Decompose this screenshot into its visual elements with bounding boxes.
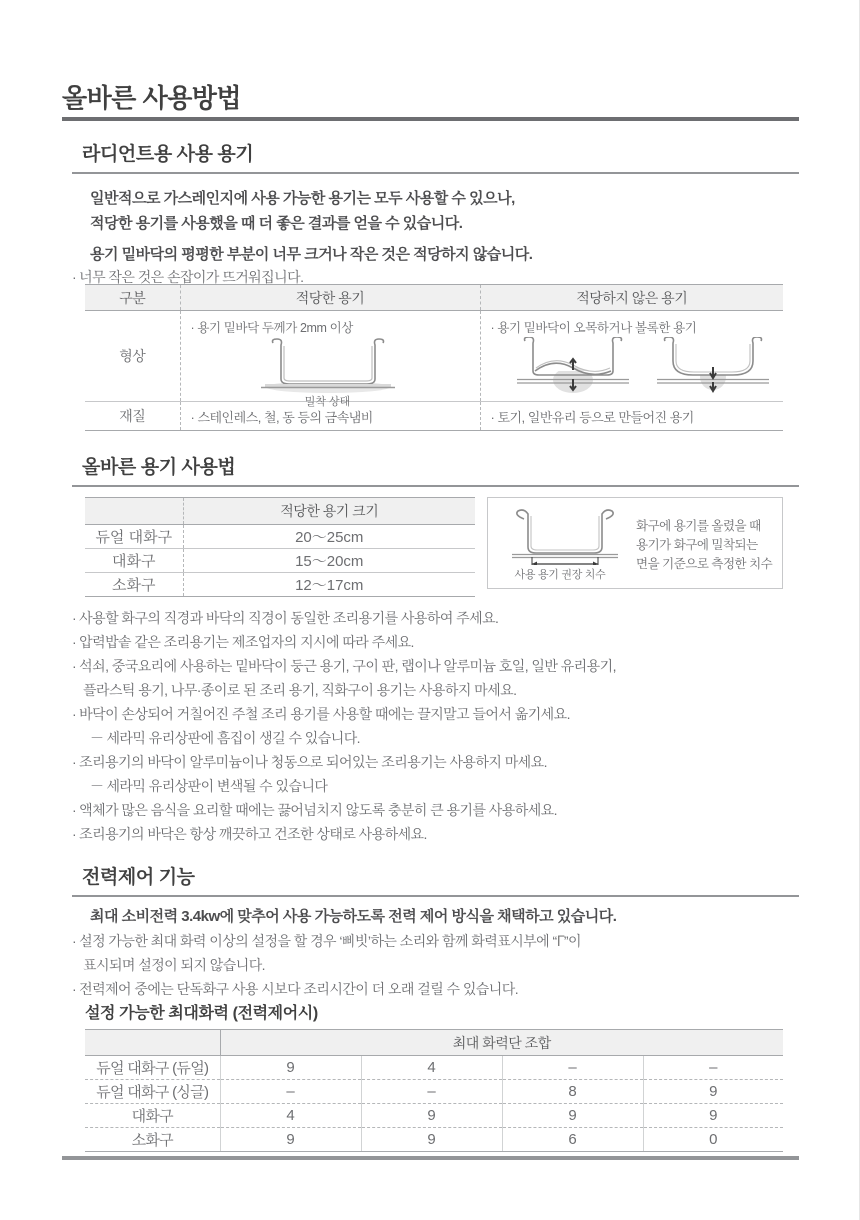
- max-power-cell-2-3: 9: [643, 1104, 783, 1128]
- max-power-cell-3-1: 9: [361, 1128, 502, 1152]
- bullet-mark: ·: [72, 269, 77, 285]
- table-row: [85, 1056, 783, 1080]
- cell-unsuitable-shape: [480, 311, 783, 402]
- section2-bullet-6: [72, 750, 547, 774]
- section2-bullet-5: [90, 726, 360, 750]
- vessel-size-row-value-0: 20～25cm: [183, 525, 475, 549]
- table-row: [85, 1128, 783, 1152]
- max-power-cell-3-0: 9: [220, 1128, 361, 1152]
- section2-bullet-1-text: 압력밥솥 같은 조리용기는 제조업자의 지시에 따라 주세요.: [79, 634, 414, 650]
- vessel-size-table: [85, 497, 475, 597]
- table-row: [85, 525, 475, 549]
- measurement-explainer-panel: [487, 497, 783, 589]
- max-power-cell-0-0: 9: [220, 1056, 361, 1080]
- vessel-size-row-label-0: 듀얼 대화구: [85, 525, 183, 549]
- power-limit-symbol-icon: Γ: [556, 934, 564, 950]
- section2-bullet-7-text: 세라믹 유리상판이 변색될 수 있습니다: [106, 778, 328, 794]
- max-power-cell-3-2: 6: [502, 1128, 643, 1152]
- section1-divider: [72, 172, 799, 174]
- max-power-table: [85, 1029, 783, 1152]
- section3-heading: 전력제어 기능: [82, 867, 195, 888]
- section1-paragraph1: [90, 186, 780, 236]
- max-power-cell-1-2: 8: [502, 1080, 643, 1104]
- section2-bullet-3: [83, 678, 516, 702]
- max-power-cell-1-3: 9: [643, 1080, 783, 1104]
- vessel-size-row-label-1: 대화구: [85, 549, 183, 573]
- cell-suitable-shape: [180, 311, 480, 408]
- section2-bullet-6-text: 조리용기의 바닥이 알루미늄이나 청동으로 되어있는 조리용기는 사용하지 마세요.: [79, 754, 547, 770]
- max-power-header-label: 최대 화력단 조합: [220, 1030, 783, 1056]
- concave-pot-diagram: [509, 337, 637, 395]
- table-row-shape: [85, 311, 783, 402]
- table-row: [85, 1104, 783, 1128]
- dash-mark: －: [90, 730, 104, 746]
- bullet-mark: ·: [72, 754, 77, 770]
- max-power-row-label-1: 듀얼 대화구 (싱글): [85, 1080, 220, 1104]
- measurement-note-line1: 화구에 용기를 올렸을 때: [636, 519, 761, 533]
- section2-bullet-2-text: 석쇠, 중국요리에 사용하는 밑바닥이 둥근 용기, 구이 판, 랩이나 알루미늄 호일, 일반 유리용기,: [79, 658, 616, 674]
- section1-bullet1-text: 너무 작은 것은 손잡이가 뜨거워집니다.: [79, 269, 304, 285]
- bullet-mark: ·: [72, 658, 77, 674]
- max-power-row-label-3: 소화구: [85, 1128, 220, 1152]
- section3-subheading: 설정 가능한 최대화력 (전력제어시): [85, 1005, 318, 1022]
- convex-pot-diagram: [649, 337, 777, 395]
- section2-bullet-5-text: 세라믹 유리상판에 흠집이 생길 수 있습니다.: [106, 730, 361, 746]
- table-row: [85, 549, 475, 573]
- bullet-mark: ·: [72, 826, 77, 842]
- dimension-label: 사용 용기 권장 치수: [514, 569, 606, 581]
- max-power-cell-1-0: –: [220, 1080, 361, 1104]
- bullet-mark: ·: [72, 802, 77, 818]
- max-power-cell-0-1: 4: [361, 1056, 502, 1080]
- vessel-size-row-value-1: 15～20cm: [183, 549, 475, 573]
- section3-bullet-1-line2: 표시되며 설정이 되지 않습니다.: [83, 957, 266, 973]
- col-header-suitable: 적당한 용기: [180, 285, 480, 311]
- section1-paragraph1-line2: 적당한 용기를 사용했을 때 더 좋은 결과를 얻을 수 있습니다.: [90, 215, 463, 232]
- section2-heading: 올바른 용기 사용법: [82, 457, 236, 478]
- table-row: [85, 1080, 783, 1104]
- max-power-header-blank: [85, 1030, 220, 1056]
- bullet-mark: ·: [72, 981, 77, 997]
- section2-bullet-2: [72, 654, 616, 678]
- vessel-size-row-value-2: 12～17cm: [183, 573, 475, 597]
- max-power-row-label-2: 대화구: [85, 1104, 220, 1128]
- col-header-category: 구분: [85, 285, 180, 311]
- page-title: 올바른 사용방법: [62, 83, 242, 113]
- vessel-size-header-row: [85, 498, 475, 525]
- section2-bullet-8: [72, 798, 557, 822]
- section2-bullet-0: [72, 606, 498, 630]
- dash-mark: －: [90, 778, 104, 794]
- cookware-suitability-table: [85, 284, 783, 431]
- section2-bullet-3-text: 플라스틱 용기, 나무·종이로 된 조리 용기, 직화구이 용기는 사용하지 마세요.: [83, 682, 517, 698]
- bullet-mark: ·: [72, 634, 77, 650]
- max-power-cell-0-3: –: [643, 1056, 783, 1080]
- section3-divider: [72, 895, 799, 897]
- section1-paragraph2: 용기 밑바닥의 평평한 부분이 너무 크거나 작은 것은 적당하지 않습니다.: [90, 246, 533, 263]
- section2-bullet-4: [72, 702, 570, 726]
- section2-bullet-4-text: 바닥이 손상되어 거칠어진 주철 조리 용기를 사용할 때에는 끌지말고 들어서 옮기세요.: [79, 706, 570, 722]
- measured-pot-diagram: [510, 509, 620, 565]
- footer-divider: [62, 1156, 799, 1160]
- section3-bullet-2-text: 전력제어 중에는 단독화구 사용 시보다 조리시간이 더 오래 걸릴 수 있습니다.: [79, 981, 519, 997]
- max-power-cell-3-3: 0: [643, 1128, 783, 1152]
- measurement-note: [636, 517, 772, 574]
- table-header-row: [85, 285, 783, 311]
- section2-bullet-8-text: 액체가 많은 음식을 요리할 때에는 끓어넘치지 않도록 충분히 큰 용기를 사용하세요.: [79, 802, 557, 818]
- section3-bullet-1-text-a: 설정 가능한 최대 화력 이상의 설정을 할 경우 ‘삐빗’하는 소리와 함께 화력표시부에 “: [79, 933, 557, 949]
- section2-bullet-1: [72, 630, 414, 654]
- max-power-cell-1-1: –: [361, 1080, 502, 1104]
- section2-bullet-7: [90, 774, 327, 798]
- section2-bullet-9: [72, 822, 427, 846]
- suitable-shape-caption: 밀착 상태: [304, 396, 351, 408]
- section3-bullet-2: [72, 977, 518, 1001]
- section1-paragraph1-line1: 일반적으로 가스레인지에 사용 가능한 용기는 모두 사용할 수 있으나,: [90, 190, 515, 207]
- section3-bullet-1-line1: [72, 929, 581, 954]
- section2-bullet-0-text: 사용할 화구의 직경과 바닥의 직경이 동일한 조리용기를 사용하여 주세요.: [79, 610, 499, 626]
- bullet-mark: ·: [72, 706, 77, 722]
- max-power-header-row: [85, 1030, 783, 1056]
- unsuitable-shape-note: · 용기 밑바닥이 오목하거나 볼록한 용기: [490, 321, 697, 335]
- cell-suitable-material: · 스테인레스, 철, 동 등의 금속냄비: [180, 402, 480, 431]
- section3-bullet-1-text-b: ”이: [563, 933, 581, 949]
- row-label-material: 재질: [85, 402, 180, 431]
- vessel-size-row-label-2: 소화구: [85, 573, 183, 597]
- bullet-mark: ·: [72, 610, 77, 626]
- section2-bullet-9-text: 조리용기의 바닥은 항상 깨끗하고 건조한 상태로 사용하세요.: [79, 826, 427, 842]
- table-row-material: [85, 402, 783, 431]
- bullet-mark: ·: [72, 933, 77, 949]
- section2-divider: [72, 485, 799, 487]
- measurement-note-line2: 용기가 화구에 밀착되는: [636, 538, 758, 552]
- section1-heading: 라디언트용 사용 용기: [82, 144, 254, 165]
- max-power-row-label-0: 듀얼 대화구 (듀얼): [85, 1056, 220, 1080]
- good-pot-diagram: [243, 337, 413, 395]
- title-divider: [62, 117, 799, 121]
- col-header-unsuitable: 적당하지 않은 용기: [480, 285, 783, 311]
- suitable-shape-note: · 용기 밑바닥 두께가 2mm 이상: [190, 321, 353, 335]
- cell-unsuitable-material: · 토기, 일반유리 등으로 만들어진 용기: [480, 402, 783, 431]
- max-power-cell-2-1: 9: [361, 1104, 502, 1128]
- max-power-cell-2-0: 4: [220, 1104, 361, 1128]
- vessel-size-header-label: 적당한 용기 크기: [183, 498, 475, 525]
- section3-paragraph: 최대 소비전력 3.4kw에 맞추어 사용 가능하도록 전력 제어 방식을 채택하고 있습니다.: [90, 908, 617, 925]
- measurement-note-line3: 면을 기준으로 측정한 치수: [636, 557, 773, 571]
- max-power-cell-0-2: –: [502, 1056, 643, 1080]
- max-power-cell-2-2: 9: [502, 1104, 643, 1128]
- row-label-shape: 형상: [85, 311, 180, 402]
- vessel-size-header-blank: [85, 498, 183, 525]
- table-row: [85, 573, 475, 597]
